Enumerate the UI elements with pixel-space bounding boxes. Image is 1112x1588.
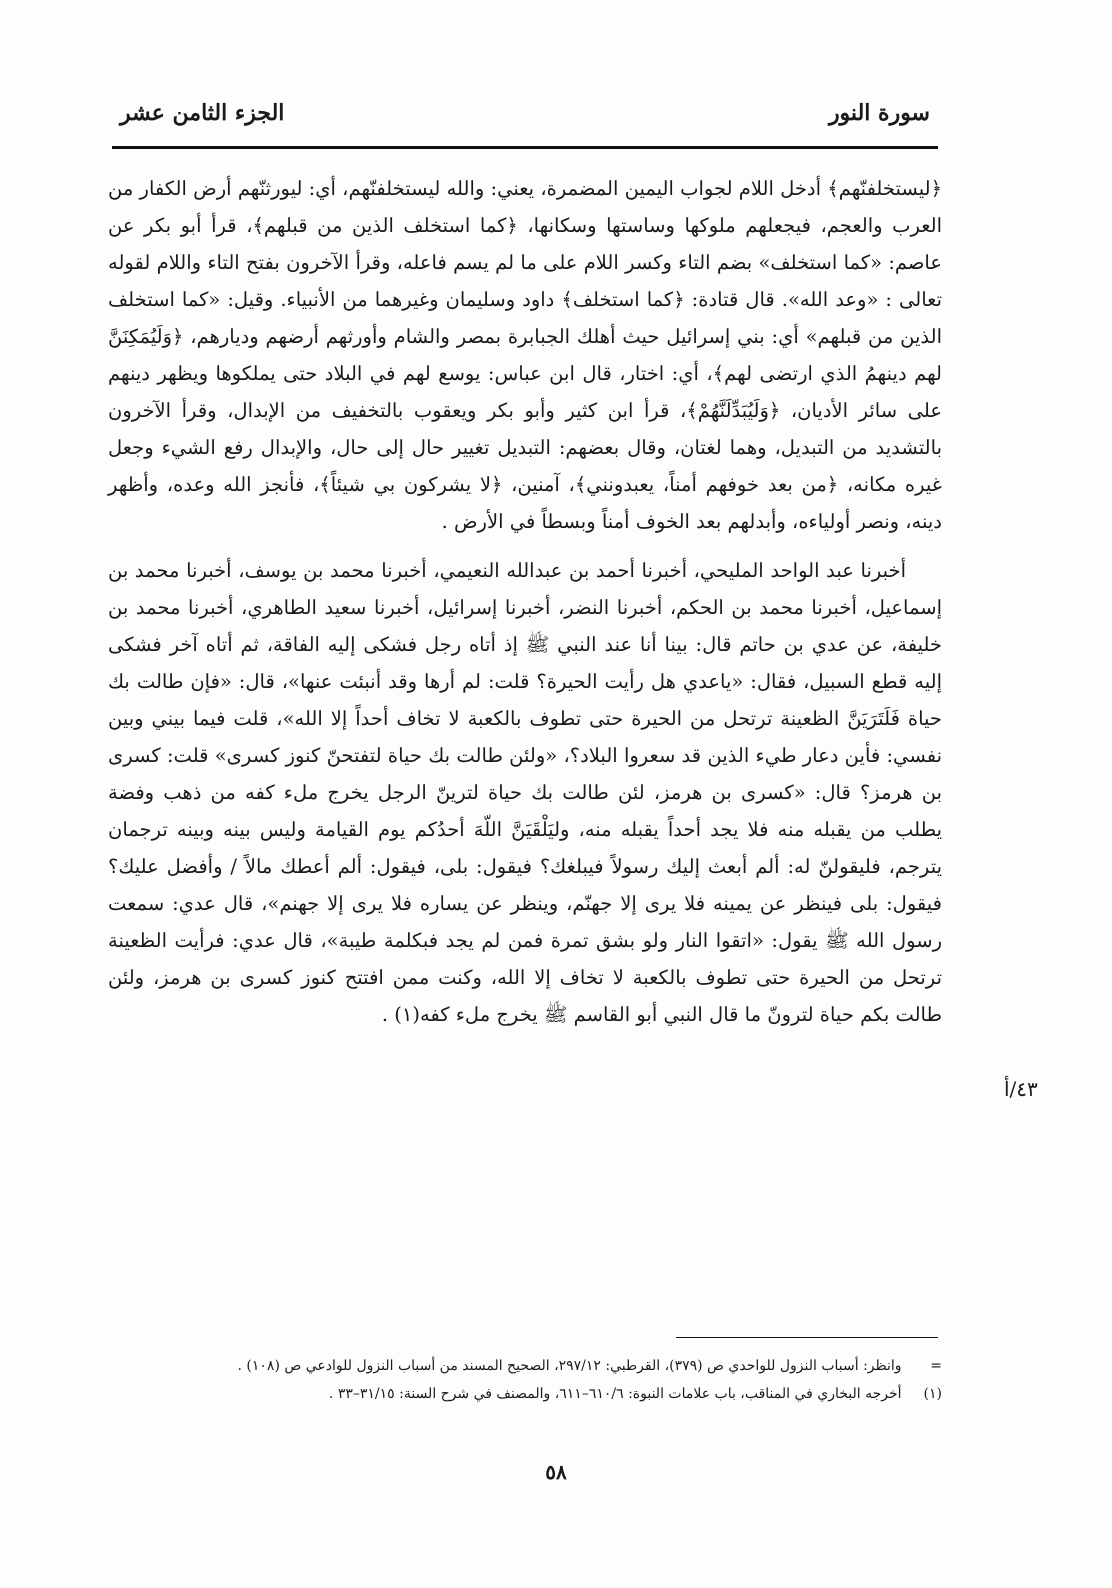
text-line: يمينه فلا يرى إلا جهنّم، وينظر عن يساره فلا يرى إلا جهنم»، قال عدي: سمعت رسول الله ﷺ [108,892,942,952]
text-line: الفاقة، ثم أتاه آخر فشكى إليه قطع السبيل، فقال: «ياعدي هل رأيت الحيرة؟ قلت: لم أرها وقد [108,633,942,693]
footnote-item [108,1352,942,1380]
text-line: أنبئت عنها»، قال: «فإن طالت بك حياة فَلَتَرَيَنَّ الظعينة ترتحل من الحيرة حتى تطوف بالكعبة لا [108,670,942,730]
footnote-item [108,1380,942,1408]
page-number: ٥٨ [545,1460,567,1484]
footnote-text: وانظر: أسباب النزول للواحدي ص (٣٧٩)، القرطبي: ٢٩٧/١٢، الصحيح المسند من أسباب النزول للوادعي ص (١٠٨) . [237,1358,902,1374]
text-line: محمد بن إسماعيل، أخبرنا محمد بن الحكم، أخبرنا النضر، أخبرنا إسرائيل، أخبرنا سعيد الطاهري، [108,559,942,619]
juz-title: الجزء الثامن عشر [120,100,285,126]
text-line: الكفار من العرب والعجم، فيجعلهم ملوكها وساستها وسكانها، ﴿كما استخلف الذين من قبلهم﴾، [108,177,942,237]
text-line: يعبدونني﴾، آمنين، ﴿لا يشركون بي شيئاً﴾، فأنجز الله وعده، وأظهر دينه، ونصر أولياءه، وأبدلهم [108,473,942,533]
text-line: أخبرنا عبد الواحد المليحي، أخبرنا أحمد بن عبدالله النعيمي، أخبرنا محمد بن يوسف، أخبرنا [179,559,907,582]
text-line: بكم حياة لترونّ ما قال النبي أبو القاسم ﷺ يخرج ملء كفه(١) . [381,1003,890,1026]
paragraph-tafsir [108,170,942,540]
manuscript-folio-marker: ٤٣/أ [1004,1077,1038,1101]
footnote-divider [676,1337,938,1338]
footnotes [108,1352,942,1408]
footnote-text: أخرجه البخاري في المناقب، باب علامات النبوة: ٦١٠/٦–٦١١، والمصنف في شرح السنة: ٣١/١٥–٣٣ . [328,1386,902,1402]
text-line: طالت بك حياة لترينّ الرجل يخرج ملء كفه من ذهب وفضة يطلب من يقبله منه فلا يجد أحداً [108,781,942,841]
footnote-mark: (١) [923,1386,942,1402]
paragraph-hadith [108,552,942,1033]
text-line: طالت بك حياة لتفتحنّ كنوز كسرى» قلت: كسرى بن هرمز؟ قال: «كسرى بن هرمز، لئن [108,744,942,804]
running-header [112,96,938,136]
text-line: ﴿ليستخلفنّهم﴾ أدخل اللام لجواب اليمين المضمرة، يعني: والله ليستخلفنّهم، أي: ليورثنّهم أرض [186,177,943,200]
text-line: التبديل تغيير حال إلى حال، والإبدال رفع الشيء وجعل غيره مكانه، ﴿من بعد خوفهم أمناً، [108,436,942,496]
text-line: وأورثهم أرضهم وديارهم، ﴿وَلَيُمَكِنَنَّ لهم دينهمُ الذي ارتضى لهم﴾، أي: اختار، قال ابن عباس: [108,325,942,385]
text-line: يقول: «اتقوا النار ولو بشق تمرة فمن لم يجد فبكلمة طيبة»، قال عدي: فرأيت الظعينة ترتحل من [108,929,942,989]
text-line: تخاف أحداً إلا الله»، قلت فيما بيني وبين نفسي: فأين دعار طيء الذين قد سعروا البلاد؟، «ولئن [108,707,943,767]
surah-title: سورة النور [828,100,930,126]
text-line: يقبله منه، وليَلْقَيَنَّ اللّهَ أحدُكم يوم القيامة وليس بينه وبينه ترجمان يترجم، فليقولنّ له: ألم أبعث [108,818,943,878]
text-line: الأنبياء. وقيل: «كما استخلف الذين من قبلهم» أي: بني إسرائيل حيث أهلك الجبابرة بمصر والشام [108,288,942,348]
text-line: بفتح التاء واللام لقوله تعالى : «وعد الله». قال قتادة: ﴿كما استخلف﴾ داود وسليمان وغيرهما من [108,251,942,311]
text-line: بكر ويعقوب بالتخفيف من الإبدال، وقرأ الآخرون بالتشديد من التبديل، وهما لغتان، وقال بعضهم: [108,399,942,459]
text-line: أخبرنا محمد بن خليفة، عن عدي بن حاتم قال: بينا أنا عند النبي ﷺ إذ أتاه رجل فشكى إليه [108,596,942,656]
text-line: يوسع لهم في البلاد حتى يملكوها ويظهر دينهم على سائر الأديان، ﴿وَلَيُبَدِّلَنَّهُمْ﴾، قرأ ابن كثير وأبو [108,362,942,422]
text-line: إليك رسولاً فيبلغك؟ فيقول: بلى، فيقول: ألم أعطك مالاً / وأفضل عليك؟ فيقول: بلى فينظر عن [108,855,942,915]
footnote-mark: = [930,1358,942,1374]
text-line: الحيرة حتى تطوف بالكعبة لا تخاف إلا الله، وكنت ممن افتتح كنوز كسرى بن هرمز، ولئن طالت [108,966,942,1026]
text-line: قرأ أبو بكر عن عاصم: «كما استخلف» بضم التاء وكسر اللام على ما لم يسم فاعله، وقرأ الآخرون [108,214,942,274]
header-divider [112,146,938,149]
main-text [108,170,942,1045]
text-line: بعد الخوف أمناً وبسطاً في الأرض . [441,510,722,533]
